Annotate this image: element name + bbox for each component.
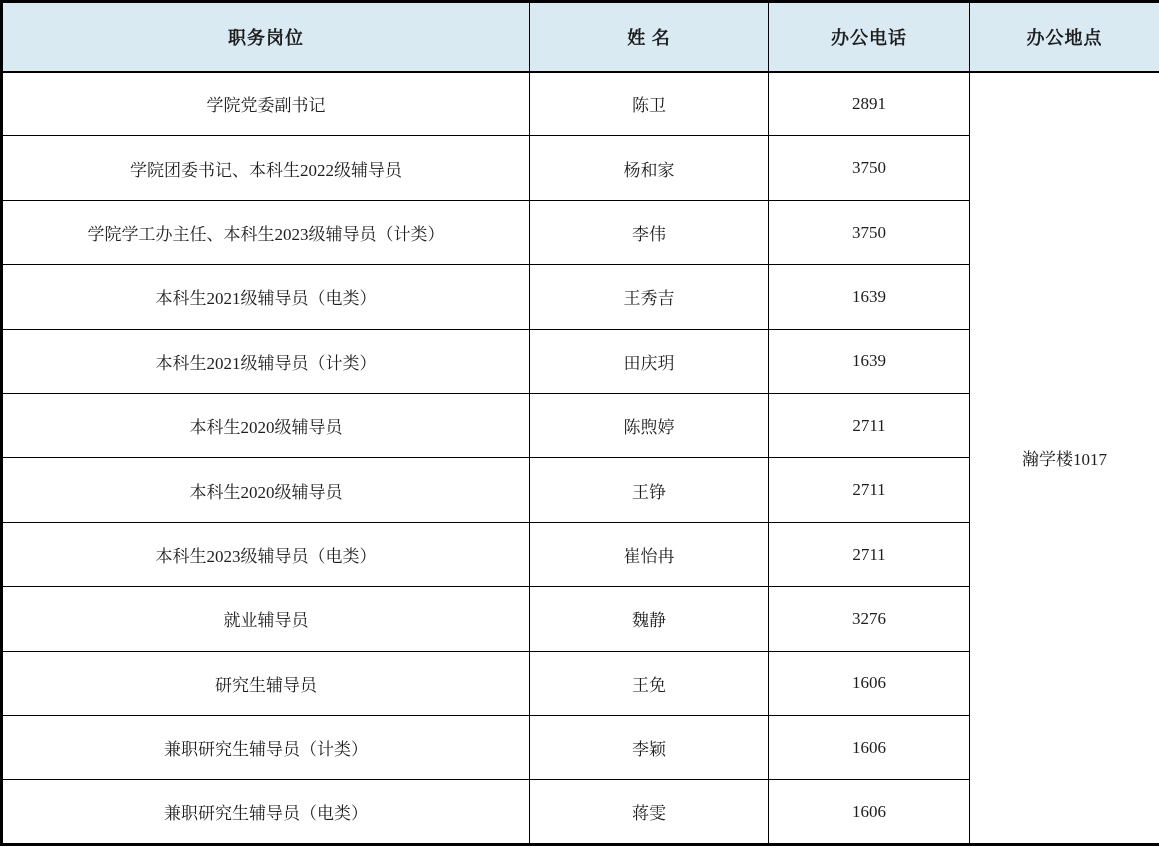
name-cell: 田庆玥 [530, 329, 769, 393]
phone-cell: 1606 [769, 780, 970, 845]
name-cell: 王铮 [530, 458, 769, 522]
table-row [2, 72, 1159, 136]
position-cell: 本科生2020级辅导员 [2, 394, 530, 458]
phone-cell: 2711 [769, 458, 970, 522]
phone-cell: 3750 [769, 136, 970, 200]
position-cell: 本科生2021级辅导员（计类） [2, 329, 530, 393]
position-cell: 就业辅导员 [2, 587, 530, 651]
phone-cell: 2711 [769, 522, 970, 586]
phone-cell: 1639 [769, 329, 970, 393]
table-header [2, 2, 1159, 72]
position-cell: 学院党委副书记 [2, 72, 530, 136]
name-cell: 陈卫 [530, 72, 769, 136]
name-cell: 魏静 [530, 587, 769, 651]
header-row [2, 2, 1159, 72]
name-cell: 李伟 [530, 200, 769, 264]
name-cell: 李颖 [530, 716, 769, 780]
header-position: 职务岗位 [2, 2, 530, 72]
position-cell: 本科生2021级辅导员（电类） [2, 265, 530, 329]
header-name: 姓 名 [530, 2, 769, 72]
header-phone: 办公电话 [769, 2, 970, 72]
phone-cell: 3276 [769, 587, 970, 651]
position-cell: 研究生辅导员 [2, 651, 530, 715]
table-body [2, 72, 1159, 845]
position-cell: 兼职研究生辅导员（计类） [2, 716, 530, 780]
name-cell: 蒋雯 [530, 780, 769, 845]
name-cell: 陈煦婷 [530, 394, 769, 458]
name-cell: 王秀吉 [530, 265, 769, 329]
name-cell: 崔怡冉 [530, 522, 769, 586]
phone-cell: 1639 [769, 265, 970, 329]
phone-cell: 3750 [769, 200, 970, 264]
position-cell: 本科生2020级辅导员 [2, 458, 530, 522]
position-cell: 本科生2023级辅导员（电类） [2, 522, 530, 586]
position-cell: 学院学工办主任、本科生2023级辅导员（计类） [2, 200, 530, 264]
position-cell: 学院团委书记、本科生2022级辅导员 [2, 136, 530, 200]
name-cell: 杨和家 [530, 136, 769, 200]
header-location: 办公地点 [970, 2, 1159, 72]
name-cell: 王免 [530, 651, 769, 715]
position-cell: 兼职研究生辅导员（电类） [2, 780, 530, 845]
location-cell: 瀚学楼1017 [970, 72, 1159, 845]
phone-cell: 2891 [769, 72, 970, 136]
phone-cell: 1606 [769, 651, 970, 715]
phone-cell: 2711 [769, 394, 970, 458]
phone-cell: 1606 [769, 716, 970, 780]
